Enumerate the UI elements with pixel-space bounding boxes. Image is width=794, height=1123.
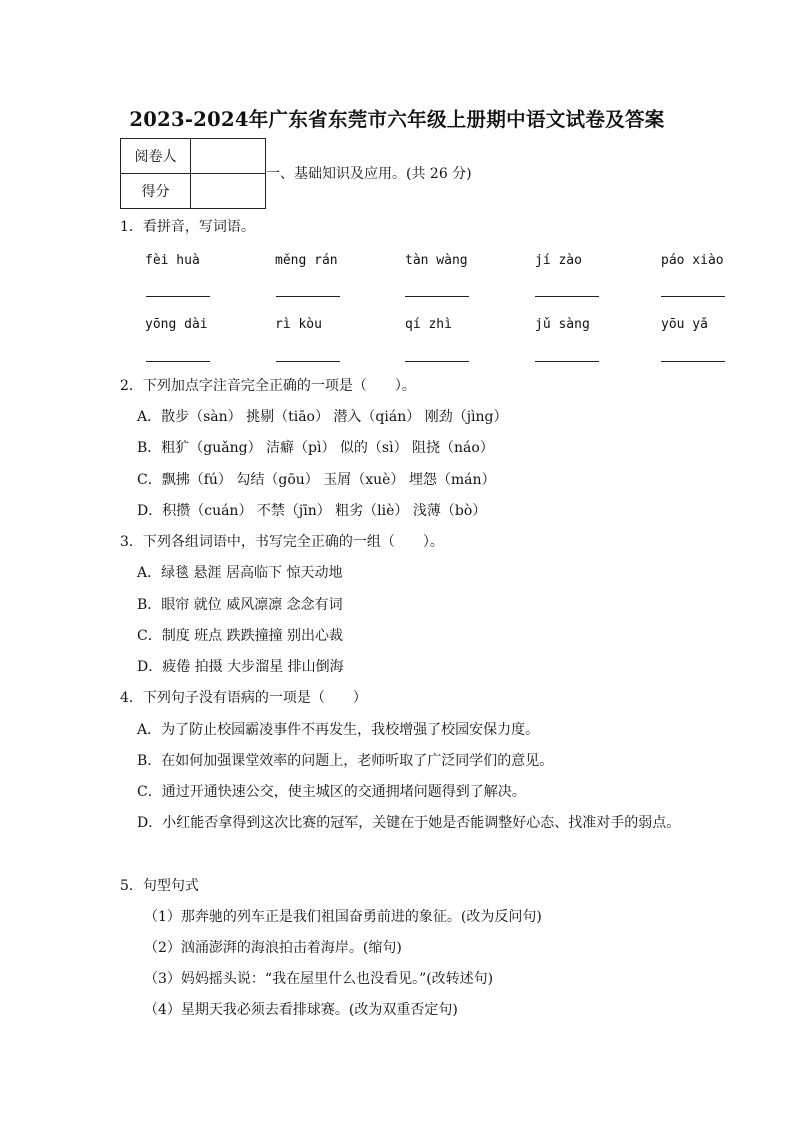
q2-option-b: B．粗犷（guǎng） 洁癖（pì） 似的（sì） 阻挠（náo） xyxy=(137,440,494,456)
q2-option-a: A．散步（sàn） 挑剔（tiāo） 潜入（qián） 刚劲（jìng） xyxy=(137,409,508,425)
q1-pinyin: qí zhì xyxy=(405,317,452,332)
q2-option-c: C．飘拂（fú） 勾结（gōu） 玉屑（xuè） 埋怨（mán） xyxy=(137,472,496,488)
answer-line[interactable] xyxy=(405,361,469,362)
q5-item-1: （1）那奔驰的列车正是我们祖国奋勇前进的象征。(改为反问句) xyxy=(144,909,542,925)
q5-item-3: （3）妈妈摇头说：“我在屋里什么也没看见。”(改转述句) xyxy=(144,971,494,987)
page-title: 2023-2024年广东省东莞市六年级上册期中语文试卷及答案 xyxy=(129,108,665,131)
q1-pinyin: yōu yǎ xyxy=(661,317,708,332)
answer-line[interactable] xyxy=(535,361,599,362)
score-field[interactable] xyxy=(191,174,266,209)
q1-pinyin: rì kòu xyxy=(275,317,322,332)
q4-stem: 4．下列句子没有语病的一项是（ ） xyxy=(120,690,367,706)
q1-pinyin: měng rán xyxy=(275,253,338,268)
score-label: 得分 xyxy=(121,174,191,209)
q1-pinyin: tàn wàng xyxy=(405,253,468,268)
answer-line[interactable] xyxy=(405,296,469,297)
q2-option-d: D．积攒（cuán） 不禁（jīn） 粗劣（liè） 浅薄（bò） xyxy=(137,503,487,519)
q2-stem: 2．下列加点字注音完全正确的一项是（ ）。 xyxy=(120,378,416,394)
reviewer-field[interactable] xyxy=(191,139,266,174)
answer-line[interactable] xyxy=(146,361,210,362)
q3-option-c: C．制度 班点 跌跌撞撞 别出心裁 xyxy=(137,628,344,644)
q1-pinyin: fèi huà xyxy=(145,253,200,268)
q4-option-c: C．通过开通快速公交，使主城区的交通拥堵问题得到了解决。 xyxy=(137,784,526,800)
answer-line[interactable] xyxy=(661,361,725,362)
answer-line[interactable] xyxy=(661,296,725,297)
q4-option-b: B．在如何加强课堂效率的问题上，老师听取了广泛同学们的意见。 xyxy=(137,753,554,769)
q3-option-b: B．眼帘 就位 威风凛凛 念念有词 xyxy=(137,597,343,613)
section-title: 一、基础知识及应用。(共 26 分) xyxy=(266,166,472,182)
q3-option-a: A．绿毯 悬涯 居高临下 惊天动地 xyxy=(137,565,343,581)
score-table xyxy=(120,138,266,209)
answer-line[interactable] xyxy=(276,361,340,362)
q1-pinyin: jǔ sàng xyxy=(535,317,590,332)
q3-stem: 3．下列各组词语中，书写完全正确的一组（ ）。 xyxy=(120,534,444,550)
q3-option-d: D．疲倦 拍摄 大步溜星 排山倒海 xyxy=(137,659,344,675)
q4-option-a: A．为了防止校园霸凌事件不再发生，我校增强了校园安保力度。 xyxy=(137,722,540,738)
q1-pinyin: yōng dài xyxy=(145,317,208,332)
q5-stem: 5．句型句式 xyxy=(120,878,199,894)
q1-stem: 1．看拼音，写词语。 xyxy=(120,219,255,235)
reviewer-label: 阅卷人 xyxy=(121,139,191,174)
q1-pinyin: jí zào xyxy=(535,253,582,268)
answer-line[interactable] xyxy=(535,296,599,297)
answer-line[interactable] xyxy=(146,296,210,297)
q4-option-d: D．小红能否拿得到这次比赛的冠军，关键在于她是否能调整好心态、找准对手的弱点。 xyxy=(137,815,681,831)
q5-item-4: （4）星期天我必须去看排球赛。(改为双重否定句) xyxy=(144,1002,458,1018)
q1-pinyin: páo xiào xyxy=(661,253,724,268)
answer-line[interactable] xyxy=(276,296,340,297)
q5-item-2: （2）汹涌澎湃的海浪拍击着海岸。(缩句) xyxy=(144,940,402,956)
